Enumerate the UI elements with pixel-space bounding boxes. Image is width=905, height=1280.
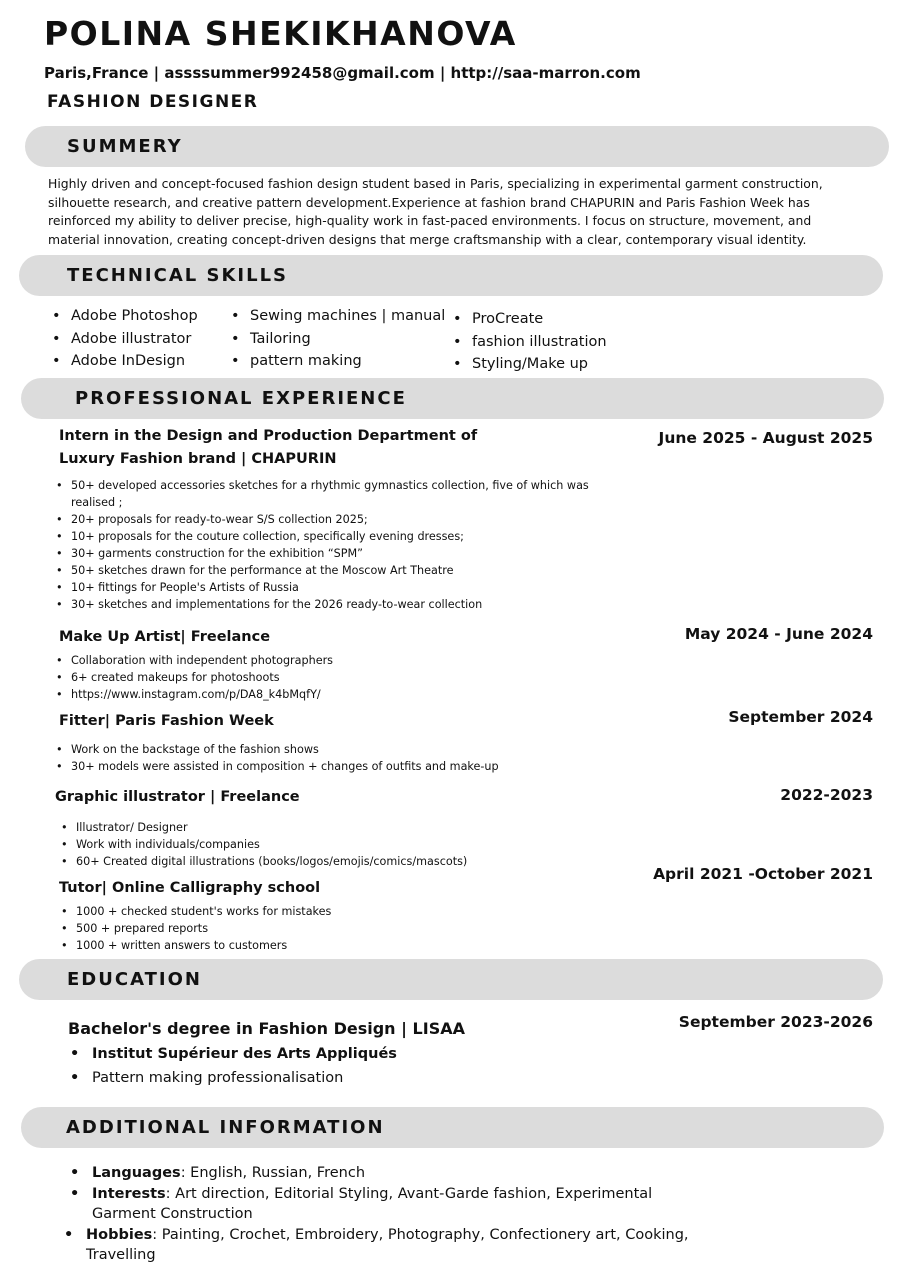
additional-list [68, 1163, 708, 1266]
info-text: : Art direction, Editorial Styling, Avant-Garde fashion, Experimental Garment Construction [92, 1185, 653, 1222]
summary-heading: SUMMERY [67, 136, 183, 157]
list-item: • 30+ garments construction for the exhibition “SPM” [56, 545, 616, 562]
additional-heading: ADDITIONAL INFORMATION [66, 1117, 385, 1138]
job-date: June 2025 - August 2025 [658, 429, 873, 447]
skills-heading: TECHNICAL SKILLS [67, 265, 288, 286]
list-item: • 10+ fittings for People's Artists of Russia [56, 579, 616, 596]
job-bullets [56, 741, 616, 775]
skills-column-1 [49, 305, 198, 373]
job-bullets [61, 903, 621, 954]
skills-column-3 [450, 308, 607, 376]
list-item: • https://www.instagram.com/p/DA8_k4bMqfY/ [56, 686, 616, 703]
experience-band [21, 378, 884, 419]
skill-item: • fashion illustration [450, 331, 607, 354]
skill-item: • Sewing machines | manual [228, 305, 445, 328]
additional-band [21, 1107, 884, 1148]
job-role: FASHION DESIGNER [47, 92, 259, 112]
experience-heading: PROFESSIONAL EXPERIENCE [75, 388, 407, 409]
skill-item: • Adobe InDesign [49, 350, 198, 373]
job-title: Make Up Artist| Freelance [59, 629, 271, 645]
degree-title: Bachelor's degree in Fashion Design | LISAA [68, 1019, 465, 1038]
list-item [62, 1225, 708, 1266]
job-title: Intern in the Design and Production Department of [59, 428, 478, 444]
skill-item: • Styling/Make up [450, 353, 607, 376]
info-text: : Painting, Crochet, Embroidery, Photography, Confectionery art, Cooking, Travelling [86, 1226, 689, 1263]
list-item: • 50+ developed accessories sketches for a rhythmic gymnastics collection, five of which was realised ; [56, 477, 616, 511]
list-item [68, 1184, 708, 1225]
summary-band [25, 126, 889, 167]
skill-item: • Adobe Photoshop [49, 305, 198, 328]
job-date: May 2024 - June 2024 [684, 625, 873, 643]
skills-band [19, 255, 883, 296]
job-title: Graphic illustrator | Freelance [55, 789, 300, 805]
job-title: Luxury Fashion brand | CHAPURIN [59, 451, 337, 467]
list-item [68, 1163, 708, 1184]
list-item: • Institut Supérieur des Arts Appliqués [68, 1044, 397, 1065]
job-bullets [61, 819, 621, 870]
list-item: • 1000 + written answers to customers [61, 937, 621, 954]
summary-text: Highly driven and concept-focused fashion design student based in Paris, specializing in experimental garment construction, silhouette research, and creative pattern development.Experience at fashion brand CHAPURIN and Paris Fashion Week has reinforced my ability to deliver precise, high-quality work in fast-paced environments. I focus on structure, movement, and material innovation, creating concept-driven designs that merge craftsmanship with a clear, contemporary visual identity. [48, 176, 823, 247]
job-date: September 2024 [728, 708, 873, 726]
list-item: • 500 + prepared reports [61, 920, 621, 937]
candidate-name: POLINA SHEKIKHANOVA [44, 14, 517, 53]
list-item: • Work on the backstage of the fashion shows [56, 741, 616, 758]
list-item: • 50+ sketches drawn for the performance at the Moscow Art Theatre [56, 562, 616, 579]
list-item: • Work with individuals/companies [61, 836, 621, 853]
job-bullets [56, 477, 616, 613]
education-band [19, 959, 883, 1000]
skill-item: • Tailoring [228, 328, 445, 351]
list-item: • 20+ proposals for ready-to-wear S/S collection 2025; [56, 511, 616, 528]
list-item: • 30+ models were assisted in composition + changes of outfits and make-up [56, 758, 616, 775]
job-title: Fitter| Paris Fashion Week [59, 713, 274, 729]
list-item: • Pattern making professionalisation [68, 1068, 397, 1089]
list-item: • 60+ Created digital illustrations (books/logos/emojis/comics/mascots) [61, 853, 621, 870]
skill-item: • Adobe illustrator [49, 328, 198, 351]
education-date: September 2023-2026 [678, 1013, 873, 1031]
info-label: Languages [92, 1165, 181, 1181]
info-label: Hobbies [86, 1226, 153, 1243]
education-bullets [68, 1044, 397, 1088]
job-date: April 2021 -October 2021 [653, 865, 873, 883]
info-label: Interests [92, 1185, 166, 1202]
list-item: • 10+ proposals for the couture collection, specifically evening dresses; [56, 528, 616, 545]
job-date: 2022-2023 [780, 786, 873, 804]
job-title: Tutor| Online Calligraphy school [59, 880, 321, 896]
skills-column-2 [228, 305, 445, 373]
contact-line: Paris,France | assssummer992458@gmail.com | http://saa-marron.com [44, 64, 641, 82]
list-item: • Illustrator/ Designer [61, 819, 621, 836]
skill-item: • ProCreate [450, 308, 607, 331]
list-item: • 6+ created makeups for photoshoots [56, 669, 616, 686]
list-item: • 30+ sketches and implementations for the 2026 ready-to-wear collection [56, 596, 616, 613]
job-bullets [56, 652, 616, 703]
list-item: • 1000 + checked student's works for mistakes [61, 903, 621, 920]
skill-item: • pattern making [228, 350, 445, 373]
info-text: : English, Russian, French [180, 1165, 366, 1181]
list-item: • Collaboration with independent photographers [56, 652, 616, 669]
education-heading: EDUCATION [67, 969, 202, 990]
